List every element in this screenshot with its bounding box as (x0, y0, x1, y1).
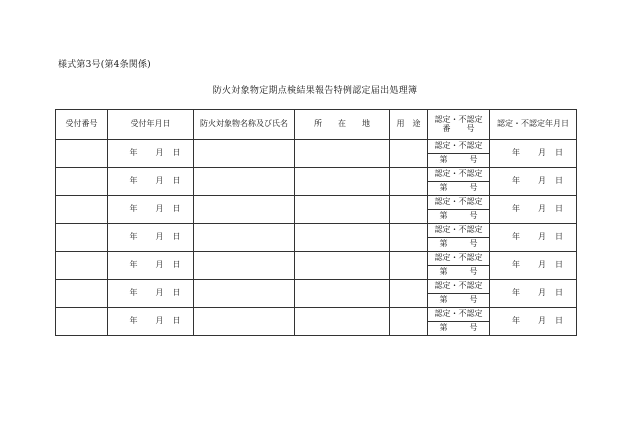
cert-number-cell[interactable] (428, 238, 490, 252)
header-receipt-no: 受付番号 (56, 110, 108, 140)
year-label: 年 (512, 204, 520, 214)
cert-number-cell[interactable] (428, 210, 490, 224)
day-label: 日 (172, 288, 181, 298)
cert-number-suffix: 号 (469, 155, 478, 165)
month-label: 月 (155, 260, 164, 270)
cert-number-cell[interactable] (428, 182, 490, 196)
month-label: 月 (538, 176, 546, 186)
month-label: 月 (538, 316, 546, 326)
month-label: 月 (538, 288, 546, 298)
year-label: 年 (512, 148, 520, 158)
receipt-no-cell[interactable] (56, 224, 108, 252)
object-name-cell[interactable] (194, 168, 295, 196)
receipt-no-cell[interactable] (56, 280, 108, 308)
year-label: 年 (129, 176, 138, 186)
receipt-no-cell[interactable] (56, 252, 108, 280)
cert-status-cell: 認定・不認定 (428, 280, 490, 294)
table-row (56, 308, 577, 322)
receipt-no-cell[interactable] (56, 168, 108, 196)
day-label: 日 (172, 260, 181, 270)
object-name-cell[interactable] (194, 224, 295, 252)
receipt-date-cell (108, 252, 194, 280)
day-label: 日 (555, 288, 563, 298)
table-row (56, 168, 577, 182)
month-label: 月 (538, 204, 546, 214)
cert-number-suffix: 号 (469, 211, 478, 221)
object-name-cell[interactable] (194, 308, 295, 336)
year-label: 年 (512, 316, 520, 326)
processing-ledger-table (55, 109, 577, 336)
location-cell[interactable] (295, 280, 390, 308)
month-label: 月 (155, 204, 164, 214)
cert-number-cell[interactable] (428, 154, 490, 168)
cert-number-prefix: 第 (439, 155, 448, 165)
cert-number-prefix: 第 (439, 239, 448, 249)
cert-number-prefix: 第 (439, 211, 448, 221)
usage-cell[interactable] (390, 196, 428, 224)
year-label: 年 (129, 260, 138, 270)
cert-number-suffix: 号 (469, 267, 478, 277)
cert-number-cell[interactable] (428, 266, 490, 280)
receipt-no-cell[interactable] (56, 140, 108, 168)
cert-date-cell (490, 140, 577, 168)
usage-cell[interactable] (390, 224, 428, 252)
location-cell[interactable] (295, 252, 390, 280)
month-label: 月 (538, 260, 546, 270)
year-label: 年 (129, 148, 138, 158)
receipt-date-cell (108, 168, 194, 196)
year-label: 年 (129, 204, 138, 214)
receipt-no-cell[interactable] (56, 196, 108, 224)
day-label: 日 (172, 232, 181, 242)
header-receipt-date: 受付年月日 (108, 110, 194, 140)
cert-number-suffix: 号 (469, 295, 478, 305)
cert-date-cell (490, 308, 577, 336)
location-cell[interactable] (295, 224, 390, 252)
day-label: 日 (555, 204, 563, 214)
year-label: 年 (512, 288, 520, 298)
receipt-date-cell (108, 280, 194, 308)
day-label: 日 (555, 232, 563, 242)
object-name-cell[interactable] (194, 140, 295, 168)
day-label: 日 (555, 260, 563, 270)
cert-date-cell (490, 196, 577, 224)
month-label: 月 (155, 232, 164, 242)
year-label: 年 (512, 232, 520, 242)
receipt-date-cell (108, 308, 194, 336)
day-label: 日 (555, 176, 563, 186)
cert-number-prefix: 第 (439, 267, 448, 277)
header-cert-number-line1: 認定・不認定 (434, 114, 483, 124)
month-label: 月 (155, 288, 164, 298)
header-usage: 用 途 (390, 110, 428, 140)
header-row (56, 110, 577, 140)
table-row (56, 252, 577, 266)
ledger-body (56, 140, 577, 336)
cert-number-cell[interactable] (428, 294, 490, 308)
day-label: 日 (555, 316, 563, 326)
table-row (56, 224, 577, 238)
cert-status-cell: 認定・不認定 (428, 252, 490, 266)
header-cert-number (428, 110, 490, 140)
object-name-cell[interactable] (194, 252, 295, 280)
cert-status-cell: 認定・不認定 (428, 168, 490, 182)
month-label: 月 (155, 176, 164, 186)
cert-number-cell[interactable] (428, 322, 490, 336)
day-label: 日 (555, 148, 563, 158)
location-cell[interactable] (295, 308, 390, 336)
year-label: 年 (129, 316, 138, 326)
receipt-no-cell[interactable] (56, 308, 108, 336)
cert-number-suffix: 号 (469, 323, 478, 333)
header-location: 所 在 地 (295, 110, 390, 140)
receipt-date-cell (108, 224, 194, 252)
month-label: 月 (155, 148, 164, 158)
month-label: 月 (538, 232, 546, 242)
cert-date-cell (490, 280, 577, 308)
year-label: 年 (512, 260, 520, 270)
cert-number-suffix: 号 (469, 183, 478, 193)
location-cell[interactable] (295, 140, 390, 168)
month-label: 月 (538, 148, 546, 158)
cert-number-prefix: 第 (439, 295, 448, 305)
day-label: 日 (172, 148, 181, 158)
receipt-date-cell (108, 140, 194, 168)
location-cell[interactable] (295, 196, 390, 224)
header-object-name: 防火対象物名称及び氏名 (194, 110, 295, 140)
document-title: 防火対象物定期点検結果報告特例認定届出処理簿 (212, 86, 418, 96)
cert-status-cell: 認定・不認定 (428, 308, 490, 322)
usage-cell[interactable] (390, 168, 428, 196)
form-number: 様式第3号(第4条関係) (58, 60, 151, 70)
cert-number-suffix: 号 (469, 239, 478, 249)
cert-date-cell (490, 168, 577, 196)
cert-number-prefix: 第 (439, 323, 448, 333)
usage-cell[interactable] (390, 252, 428, 280)
cert-status-cell: 認定・不認定 (428, 224, 490, 238)
day-label: 日 (172, 176, 181, 186)
day-label: 日 (172, 204, 181, 214)
header-cert-number-line2: 番 号 (442, 123, 475, 133)
year-label: 年 (129, 288, 138, 298)
usage-cell[interactable] (390, 308, 428, 336)
day-label: 日 (172, 316, 181, 326)
cert-date-cell (490, 224, 577, 252)
year-label: 年 (512, 176, 520, 186)
cert-date-cell (490, 252, 577, 280)
cert-status-cell: 認定・不認定 (428, 140, 490, 154)
cert-number-prefix: 第 (439, 183, 448, 193)
table-row (56, 280, 577, 294)
location-cell[interactable] (295, 168, 390, 196)
usage-cell[interactable] (390, 140, 428, 168)
object-name-cell[interactable] (194, 196, 295, 224)
usage-cell[interactable] (390, 280, 428, 308)
cert-status-cell: 認定・不認定 (428, 196, 490, 210)
month-label: 月 (155, 316, 164, 326)
receipt-date-cell (108, 196, 194, 224)
table-row (56, 196, 577, 210)
year-label: 年 (129, 232, 138, 242)
object-name-cell[interactable] (194, 280, 295, 308)
table-row (56, 140, 577, 154)
header-cert-date: 認定・不認定年月日 (490, 110, 577, 140)
